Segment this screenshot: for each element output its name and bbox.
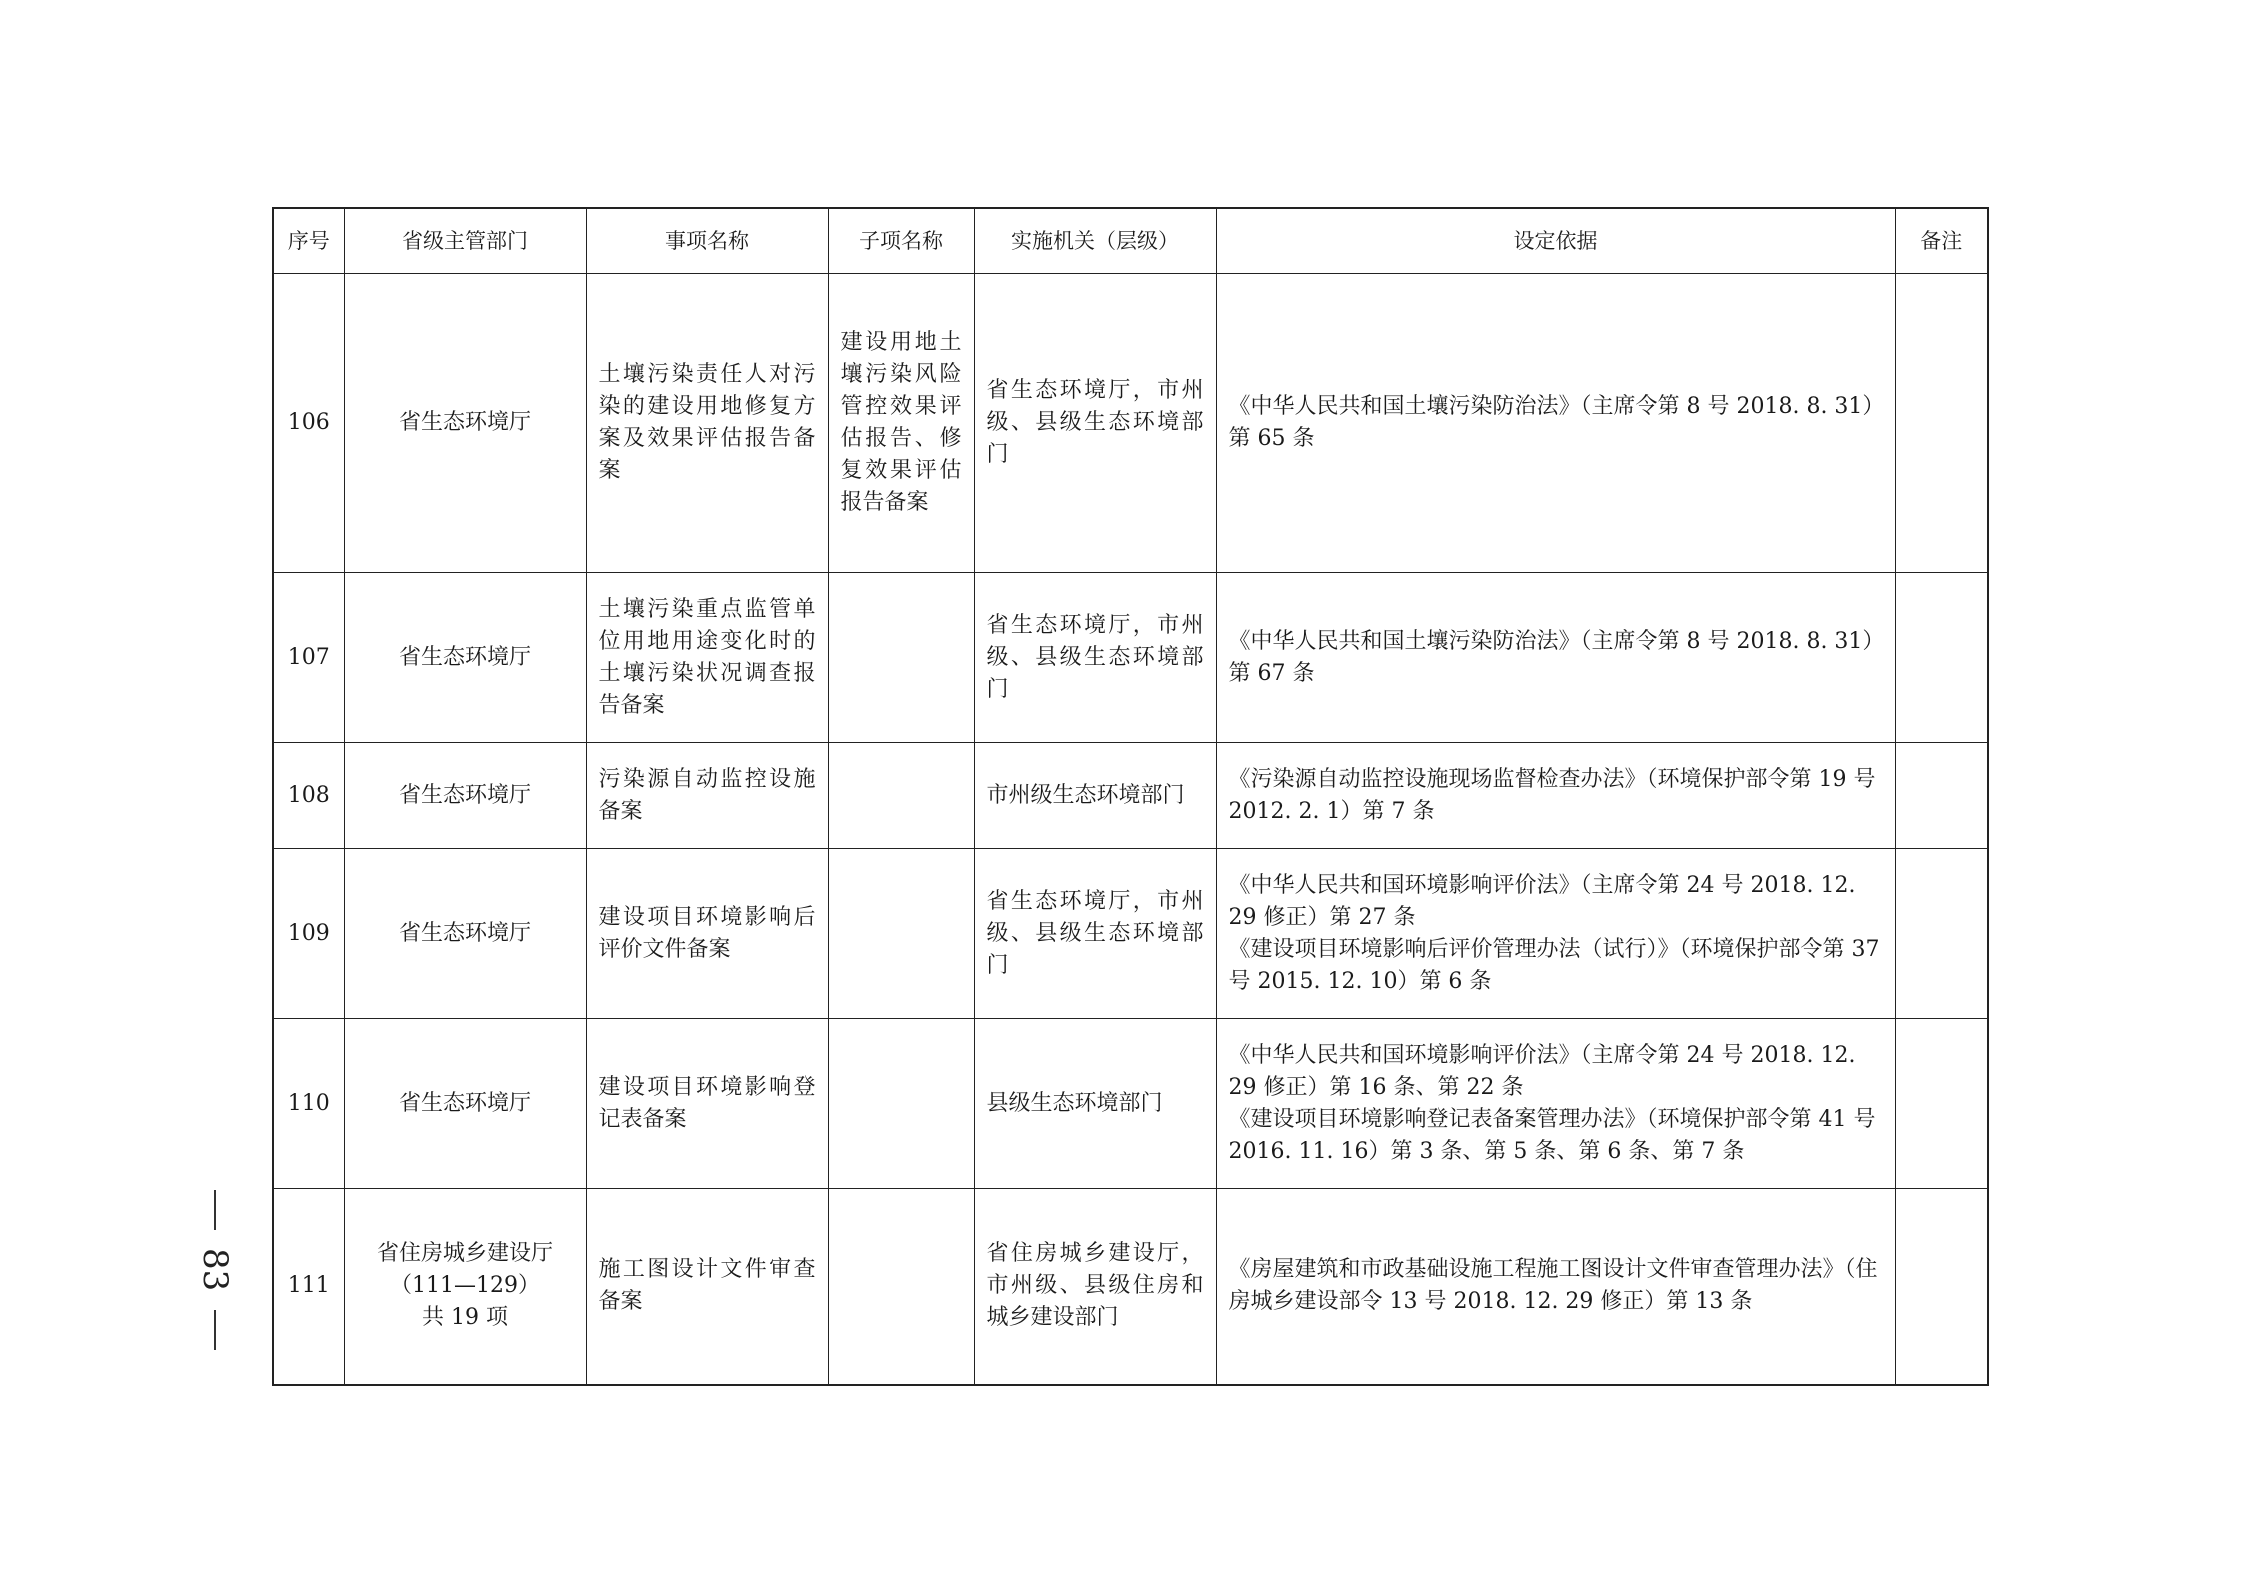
row-dept-line: 省生态环境厅	[398, 782, 531, 808]
row-basis-line: 《房屋建筑和市政基础设施工程施工图设计文件审查管理办法》（住房城乡建设部令 13 号 2018. 12. 29 修正）第 13 条	[1228, 1257, 1878, 1315]
row-item: 施工图设计文件审查备案	[586, 1189, 828, 1385]
header-seq: 序号	[273, 208, 344, 274]
header-agency: 实施机关（层级）	[974, 208, 1216, 274]
page-number-dash-top	[214, 1190, 216, 1230]
row-agency: 市州级生态环境部门	[974, 743, 1216, 849]
row-subitem: 建设用地土壤污染风险管控效果评估报告、修复效果评估报告备案	[828, 274, 974, 573]
row-item: 土壤污染重点监管单位用地用途变化时的土壤污染状况调查报告备案	[586, 573, 828, 743]
table-row	[273, 1189, 1988, 1385]
row-subitem	[828, 849, 974, 1019]
row-basis-line: 《中华人民共和国环境影响评价法》（主席令第 24 号 2018. 12. 29 修正）第 16 条、第 22 条	[1228, 1042, 1856, 1100]
page-number-dash-bottom	[214, 1310, 216, 1350]
row-basis	[1216, 849, 1895, 1019]
header-dept: 省级主管部门	[344, 208, 586, 274]
row-remark	[1895, 1189, 1988, 1385]
row-agency: 省生态环境厅，市州级、县级生态环境部门	[974, 573, 1216, 743]
row-basis-line: 《建设项目环境影响登记表备案管理办法》（环境保护部令第 41 号 2016. 11. 16）第 3 条、第 5 条、第 6 条、第 7 条	[1228, 1106, 1876, 1164]
row-dept	[344, 849, 586, 1019]
row-agency: 省住房城乡建设厅，市州级、县级住房和城乡建设部门	[974, 1189, 1216, 1385]
header-item: 事项名称	[586, 208, 828, 274]
items-table-container	[272, 207, 1987, 1386]
table-row	[273, 274, 1988, 573]
row-dept-line: （111—129）	[390, 1273, 540, 1299]
row-remark	[1895, 274, 1988, 573]
page-number-text: 83	[195, 1248, 235, 1292]
row-seq: 110	[273, 1019, 344, 1189]
row-dept-line: 共 19 项	[422, 1305, 508, 1331]
row-dept	[344, 1189, 586, 1385]
row-agency: 县级生态环境部门	[974, 1019, 1216, 1189]
row-subitem	[828, 1019, 974, 1189]
row-seq: 107	[273, 573, 344, 743]
header-remark: 备注	[1895, 208, 1988, 274]
row-item: 污染源自动监控设施备案	[586, 743, 828, 849]
row-dept	[344, 274, 586, 573]
row-seq: 106	[273, 274, 344, 573]
row-dept	[344, 573, 586, 743]
row-dept-line: 省住房城乡建设厅	[376, 1241, 553, 1267]
row-remark	[1895, 573, 1988, 743]
row-basis-line: 《中华人民共和国环境影响评价法》（主席令第 24 号 2018. 12. 29 修正）第 27 条	[1228, 872, 1856, 930]
row-basis-line: 《中华人民共和国土壤污染防治法》（主席令第 8 号 2018. 8. 31）第 67 条	[1228, 628, 1874, 686]
row-seq: 108	[273, 743, 344, 849]
row-dept-line: 省生态环境厅	[398, 410, 531, 435]
row-dept-line: 省生态环境厅	[398, 644, 531, 670]
header-basis: 设定依据	[1216, 208, 1895, 274]
row-seq: 111	[273, 1189, 344, 1385]
row-basis	[1216, 1019, 1895, 1189]
row-subitem	[828, 573, 974, 743]
row-seq: 109	[273, 849, 344, 1019]
row-item: 建设项目环境影响后评价文件备案	[586, 849, 828, 1019]
row-dept	[344, 743, 586, 849]
row-basis-line: 《中华人民共和国土壤污染防治法》（主席令第 8 号 2018. 8. 31）第 65 条	[1228, 394, 1874, 451]
row-dept-line: 省生态环境厅	[398, 1090, 531, 1116]
row-basis-line: 《建设项目环境影响后评价管理办法（试行）》（环境保护部令第 37 号 2015. 12. 10）第 6 条	[1228, 936, 1880, 994]
row-basis	[1216, 743, 1895, 849]
row-remark	[1895, 743, 1988, 849]
row-remark	[1895, 1019, 1988, 1189]
administrative-items-table	[272, 207, 1989, 1386]
row-basis	[1216, 1189, 1895, 1385]
row-basis	[1216, 573, 1895, 743]
row-agency: 省生态环境厅，市州级、县级生态环境部门	[974, 274, 1216, 573]
row-subitem	[828, 743, 974, 849]
row-basis	[1216, 274, 1895, 573]
row-remark	[1895, 849, 1988, 1019]
header-subitem: 子项名称	[828, 208, 974, 274]
table-row	[273, 573, 1988, 743]
row-agency: 省生态环境厅，市州级、县级生态环境部门	[974, 849, 1216, 1019]
row-basis-line: 《污染源自动监控设施现场监督检查办法》（环境保护部令第 19 号 2012. 2. 1）第 7 条	[1228, 766, 1876, 824]
row-subitem	[828, 1189, 974, 1385]
row-dept	[344, 1019, 586, 1189]
row-item: 土壤污染责任人对污染的建设用地修复方案及效果评估报告备案	[586, 274, 828, 573]
row-item: 建设项目环境影响登记表备案	[586, 1019, 828, 1189]
table-row	[273, 1019, 1988, 1189]
table-header-row	[273, 208, 1988, 274]
table-row	[273, 849, 1988, 1019]
page-number	[192, 1190, 238, 1350]
row-dept-line: 省生态环境厅	[398, 920, 531, 946]
table-row	[273, 743, 1988, 849]
